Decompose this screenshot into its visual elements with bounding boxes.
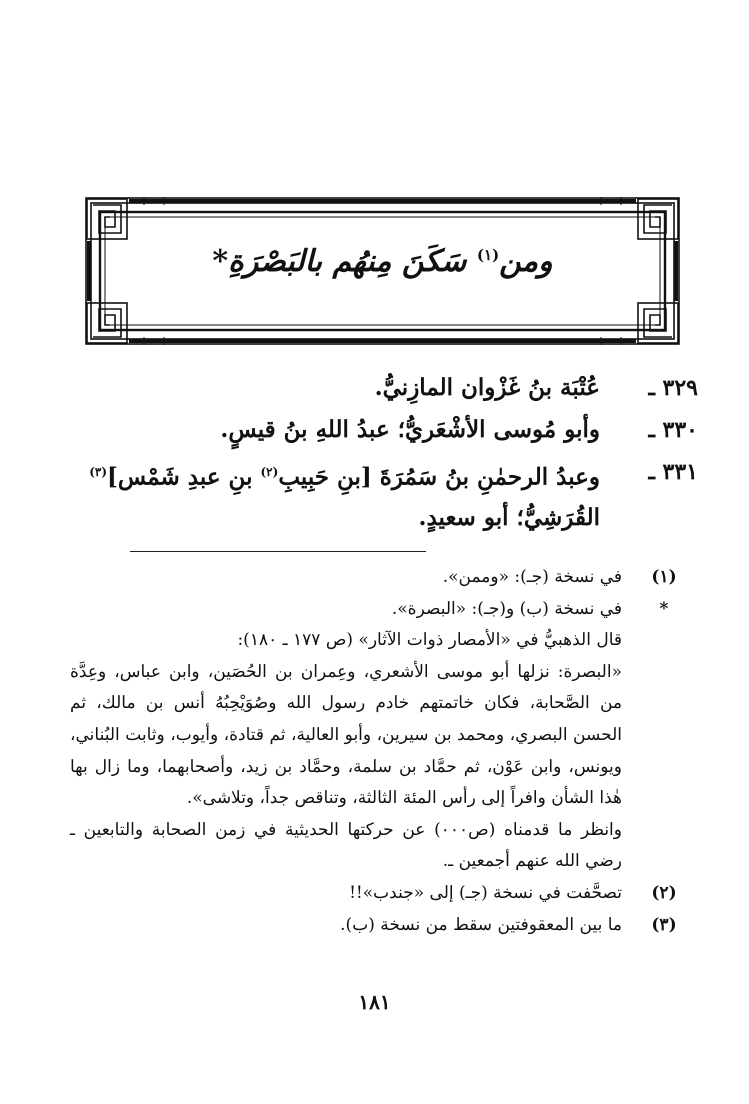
chapter-title-footnote-ref: (١) (476, 246, 500, 264)
chapter-title-rest: سَكَنَ مِنهُم بالبَصْرَةِ* (212, 244, 467, 279)
page-number: ١٨١ (358, 990, 391, 1014)
footnote-line: قال الذهبيُّ في «الأمصار ذوات الآثار» (ص ١٧٧ ـ ١٨٠): (237, 630, 622, 651)
entry-329 (70, 368, 698, 410)
chapter-title (84, 244, 681, 279)
footnote-mark: (٢) (651, 882, 677, 903)
entry-number: ٣٢٩ ـ (648, 375, 698, 401)
footnote-separator (130, 551, 426, 552)
footnote-text: تصحَّفت في نسخة (جـ) إلى «جندب»!! (349, 882, 622, 903)
footnote-text: في نسخة (جـ): «وممن». (442, 567, 622, 587)
entry-text-part: بنِ عبدِ شَمْس] (107, 463, 261, 491)
footnote-text (70, 594, 622, 878)
footnote-3 (70, 910, 692, 942)
chapter-title-prefix: ومن (499, 244, 553, 279)
footnote-line: في نسخة (ب) و(جـ): «البصرة». (391, 598, 622, 619)
footnote-mark: (٣) (651, 914, 677, 935)
entry-331 (70, 452, 698, 542)
footnote-line: وانظر ما قدمناه (ص٠٠٠) عن حركتها الحديثية في زمن الصحابة والتابعين ـ رضي الله عنهم أجمعين ـ. (70, 819, 622, 872)
footnote-mark: (١) (651, 567, 677, 587)
footnote-ref: (٣) (89, 465, 108, 479)
entry-text-part: القُرَشِيُّ؛ أبو سعيدٍ. (418, 503, 600, 531)
footnote-2 (70, 878, 692, 910)
chapter-header-frame (84, 196, 681, 346)
entry-text (70, 452, 600, 538)
entry-number: ٣٣١ ـ (648, 459, 698, 485)
entry-text: عُتْبَة بنُ غَزْوان المازِنيُّ. (374, 374, 600, 401)
footnote-star (70, 594, 692, 878)
entry-330 (70, 410, 698, 452)
footnote-text: ما بين المعقوفتين سقط من نسخة (ب). (340, 914, 622, 935)
entry-number: ٣٣٠ ـ (648, 417, 698, 443)
footnote-1 (70, 562, 692, 594)
footnote-ref: (٢) (260, 465, 279, 479)
footnotes (70, 562, 692, 941)
entry-text-part: وعبدُ الرحمٰنِ بنُ سَمُرَةَ [بنِ حَبِيبِ (278, 463, 600, 491)
entry-text: وأبو مُوسى الأشْعَريُّ؛ عبدُ اللهِ بنُ قيسٍ. (220, 416, 600, 443)
footnote-quote: «البصرة: نزلها أبو موسى الأشعري، وعِمران بن الحُصَين، وابن عباس، وعِدَّة من الصَّحابة، فكان خاتمتهم خادم رسول الله وصُوَيْحِبُهُ أنس بن مالك، ثم الحسن البصري، ومحمد بن سيرين، وأبو العالية، ثم قتادة، وأيوب، وثابت البُناني، ويونس، وابن عَوْن، ثم حمَّاد بن سلمة، وحمَّاد بن زيد، وأصحابهما، وما زال بها هٰذا الشأن وافراً إلى رأس المئة الثالثة، وتناقص جداً، وتلاشى». (70, 661, 622, 809)
footnote-mark: * (659, 598, 669, 619)
entries-list (70, 368, 698, 542)
